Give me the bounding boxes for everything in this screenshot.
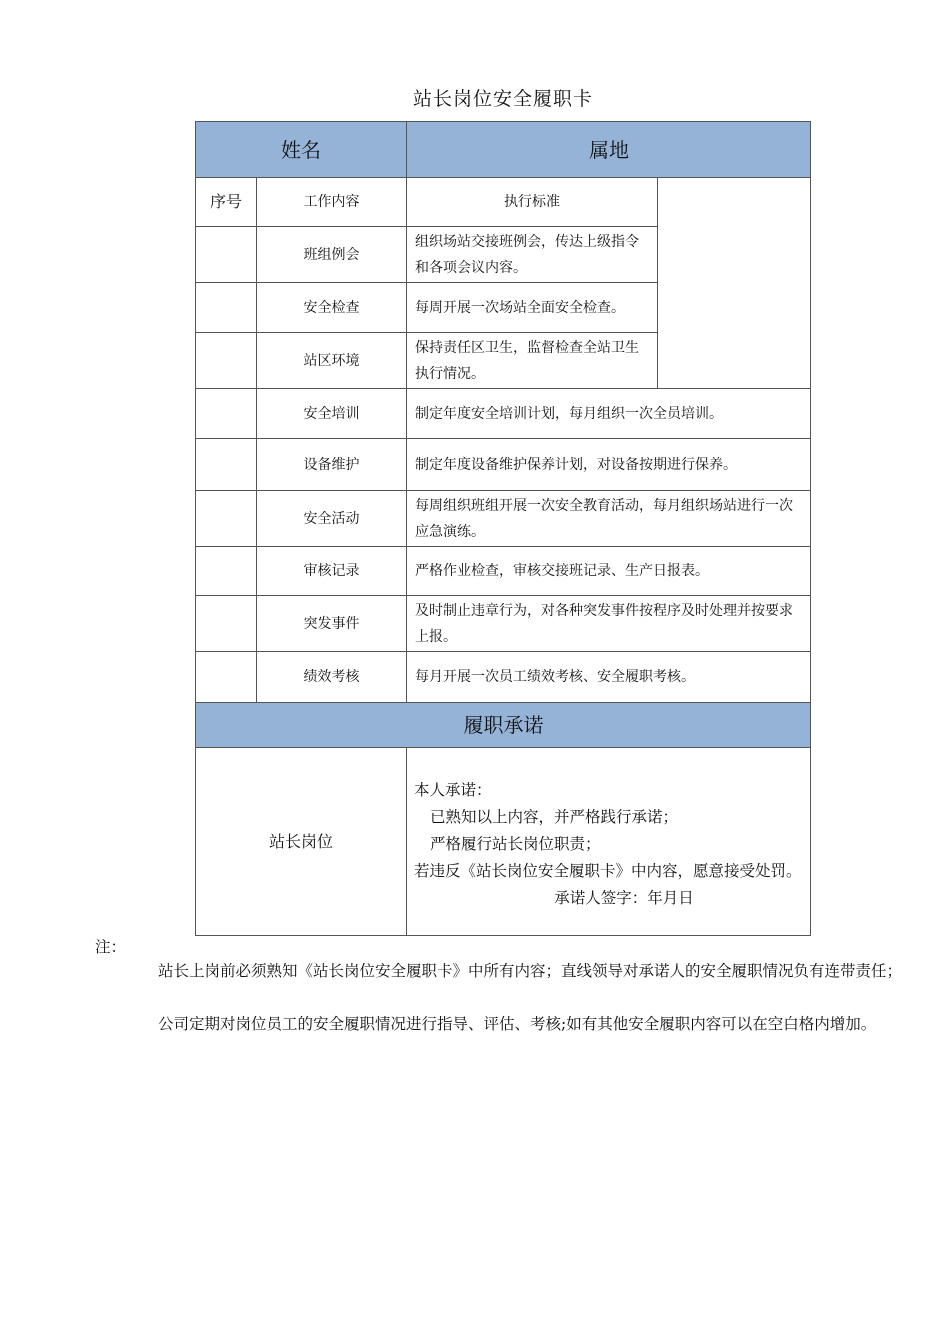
name-header: 姓名 xyxy=(195,121,406,177)
commitment-header: 履职承诺 xyxy=(195,702,811,747)
standard-cell: 组织场站交接班例会，传达上级指令和各项会议内容。 xyxy=(406,226,657,282)
content-cell: 安全活动 xyxy=(256,490,406,546)
standard-cell: 严格作业检查，审核交接班记录、生产日报表。 xyxy=(406,546,811,595)
pledge-text xyxy=(406,747,810,935)
standard-column-header: 执行标准 xyxy=(406,177,657,226)
index-cell xyxy=(195,282,256,332)
standard-cell: 制定年度安全培训计划，每月组织一次全员培训。 xyxy=(406,388,811,438)
content-cell: 班组例会 xyxy=(256,226,406,282)
signature-line: 承诺人签字：年月日 xyxy=(554,889,694,907)
standard-cell: 每周开展一次场站全面安全检查。 xyxy=(406,282,657,332)
notes-label: 注： xyxy=(95,938,127,956)
content-cell: 站区环境 xyxy=(256,332,406,388)
content-cell: 突发事件 xyxy=(256,595,406,651)
standard-cell: 每周组织班组开展一次安全教育活动，每月组织场站进行一次应急演练。 xyxy=(406,490,811,546)
index-cell xyxy=(195,651,256,702)
index-cell xyxy=(195,546,256,595)
content-cell: 设备维护 xyxy=(256,438,406,490)
note-1: 站长上岗前必须熟知《站长岗位安全履职卡》中所有内容；直线领导对承诺人的安全履职情况负有连带责任； xyxy=(158,962,903,980)
content-cell: 安全培训 xyxy=(256,388,406,438)
content-cell: 绩效考核 xyxy=(256,651,406,702)
index-cell xyxy=(195,226,256,282)
index-cell xyxy=(195,595,256,651)
index-cell xyxy=(195,332,256,388)
standard-cell: 及时制止违章行为，对各种突发事件按程序及时处理并按要求上报。 xyxy=(406,595,811,651)
pledge-line: 若违反《站长岗位安全履职卡》中内容，愿意接受处罚。 xyxy=(414,862,802,880)
location-header: 属地 xyxy=(406,121,811,177)
index-column-header: 序号 xyxy=(195,177,256,226)
pledge-line: 已熟知以上内容，并严格践行承诺； xyxy=(430,808,679,826)
document-title: 站长岗位安全履职卡 xyxy=(412,88,593,110)
position-cell: 站长岗位 xyxy=(195,747,406,936)
content-cell: 安全检查 xyxy=(256,282,406,332)
standard-cell: 保持责任区卫生，监督检查全站卫生执行情况。 xyxy=(406,332,657,388)
index-cell xyxy=(195,388,256,438)
standard-cell: 每月开展一次员工绩效考核、安全履职考核。 xyxy=(406,651,811,702)
content-cell: 审核记录 xyxy=(256,546,406,595)
content-column-header: 工作内容 xyxy=(256,177,406,226)
index-cell xyxy=(195,438,256,490)
blank-cell xyxy=(657,177,811,388)
note-2: 公司定期对岗位员工的安全履职情况进行指导、评估、考核;如有其他安全履职内容可以在空白格内增加。 xyxy=(158,1015,877,1033)
index-cell xyxy=(195,490,256,546)
standard-cell: 制定年度设备维护保养计划，对设备按期进行保养。 xyxy=(406,438,811,490)
pledge-line: 严格履行站长岗位职责； xyxy=(430,835,601,853)
pledge-intro: 本人承诺： xyxy=(414,781,492,799)
